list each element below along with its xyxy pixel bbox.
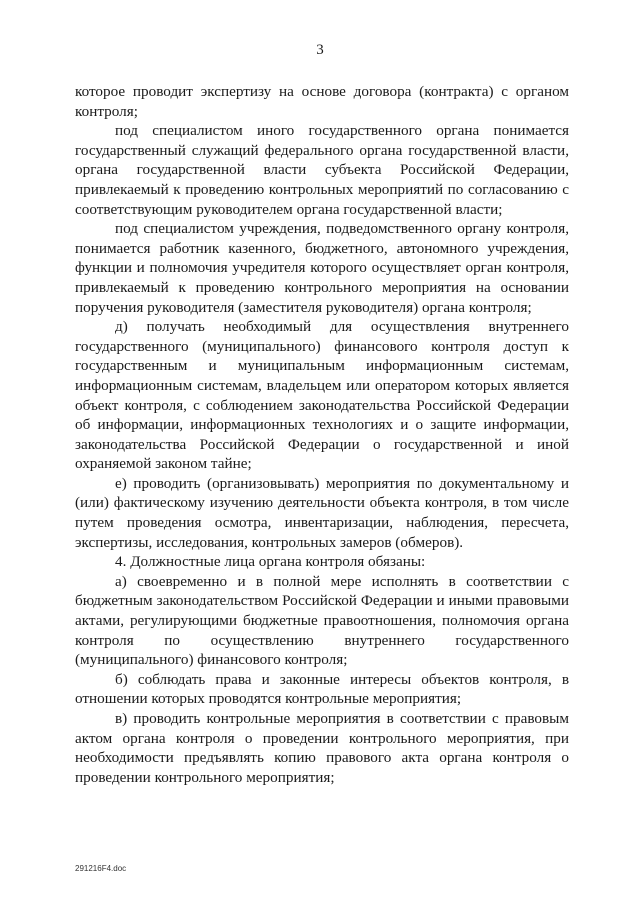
paragraph: под специалистом учреждения, подведомственного органу контроля, понимается работник казенного, бюджетного, автономного учреждения, функции и полномочия учредителя которого осуществляет орган контроля, привлекаемый к проведению контрольного мероприятия на основании поручения руководителя (заместителя руководителя) органа контроля; — [75, 220, 569, 316]
paragraph: б) соблюдать права и законные интересы объектов контроля, в отношении которых проводятся контрольные мероприятия; — [75, 670, 569, 708]
page-number: 3 — [316, 42, 324, 58]
paragraph: д) получать необходимый для осуществления внутреннего государственного (муниципального) финансового контроля доступ к государственным и муниципальным информационным системам, информационным системам, владельцем или оператором которых является объект контроля, с соблюдением законодательства Российской Федерации об информации, информационных технологиях и о защите информации, законодательства Российской Федерации о государственной и иной охраняемой законом тайне; — [75, 318, 569, 473]
section-heading: 4. Должностные лица органа контроля обязаны: — [115, 553, 426, 571]
paragraph: в) проводить контрольные мероприятия в соответствии с правовым актом органа контроля о проведении контрольного мероприятия, при необходимости предъявлять копию правового акта органа контроля о проведении контрольного мероприятия; — [75, 710, 569, 786]
document-body — [75, 82, 569, 787]
paragraph: е) проводить (организовывать) мероприятия по документальному и (или) фактическому изучению деятельности объекта контроля, в том числе путем проведения осмотра, инвентаризации, наблюдения, пересчета, экспертизы, исследования, контрольных замеров (обмеров). — [75, 474, 569, 551]
paragraph: которое проводит экспертизу на основе договора (контракта) с органом контроля; — [75, 83, 569, 120]
paragraph: под специалистом иного государственного органа понимается государственный служащий федерального органа государственной власти, органа государственной власти субъекта Российской Федерации, привлекаемый к проведению контрольных мероприятий по согласованию с соответствующим руководителем органа государственной власти; — [75, 122, 569, 218]
footer-document-code: 291216F4.doc — [75, 864, 127, 873]
paragraph: а) своевременно и в полной мере исполнять в соответствии с бюджетным законодательством Российской Федерации и иными правовыми актами, регулирующими бюджетные правоотношения, полномочия органа контроля по осуществлению внутреннего государственного (муниципального) финансового контроля; — [75, 572, 569, 669]
